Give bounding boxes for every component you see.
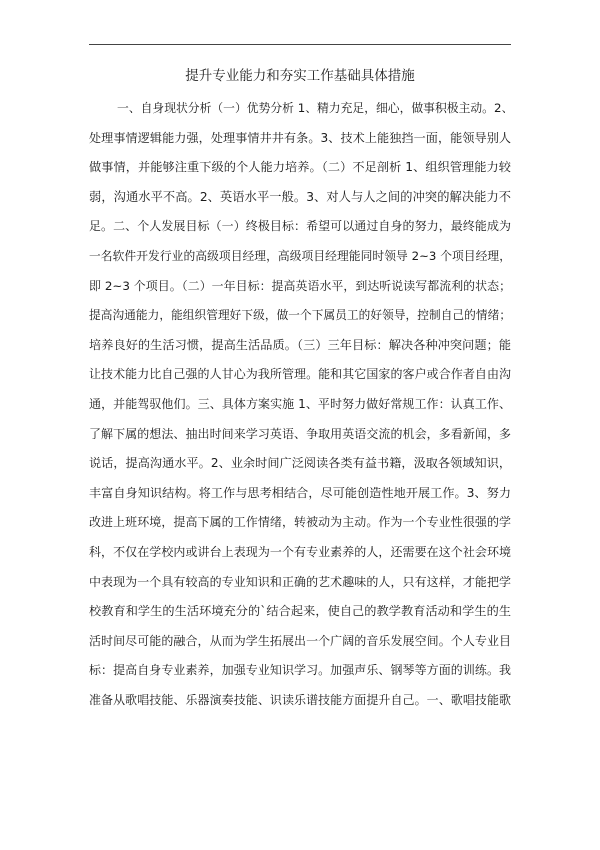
header-rule (89, 44, 511, 45)
document-body (89, 98, 514, 719)
body-line: 活时间尽可能的融合，从而为学生拓展出一个广阔的音乐发展空间。个人专业目 (89, 633, 511, 648)
body-line: 一名软件开发行业的高级项目经理，高级项目经理能同时领导 2~3 个项目经理， (89, 248, 511, 263)
body-line: 提高沟通能力，能组织管理好下级，做一个下属员工的好领导，控制自己的情绪； (89, 308, 511, 323)
body-line: 一、自身现状分析（一）优势分析 1、精力充足，细心，做事积极主动。2、 (117, 101, 514, 115)
body-line: 足。二、个人发展目标（一）终极目标：希望可以通过自身的努力，最终能成为 (89, 219, 511, 234)
body-line: 改进上班环境，提高下属的工作情绪，转被动为主动。作为一个专业性很强的学 (89, 515, 511, 530)
body-line: 说话，提高沟通水平。2、业余时间广泛阅读各类有益书籍，汲取各领域知识， (89, 456, 511, 471)
body-line: 培养良好的生活习惯，提高生活品质。（三）三年目标：解决各种冲突问题；能 (89, 337, 511, 352)
body-line: 处理事情逻辑能力强，处理事情井井有条。3、技术上能独挡一面，能领导别人 (89, 130, 511, 145)
body-line: 让技术能力比自己强的人甘心为我所管理。能和其它国家的客户或合作者自由沟 (89, 367, 511, 382)
body-line: 通，并能驾驭他们。三、具体方案实施 1、平时努力做好常规工作：认真工作、 (89, 396, 511, 411)
body-line: 即 2~3 个项目。（二）一年目标：提高英语水平，到达听说读写都流利的状态； (89, 278, 511, 293)
body-line: 做事情，并能够注重下级的个人能力培养。（二）不足剖析 1、组织管理能力较 (89, 160, 511, 175)
document-title: 提升专业能力和夯实工作基础具体措施 (185, 68, 415, 84)
body-line: 校教育和学生的生活环境充分的`结合起来，使自己的教学教育活动和学生的生 (89, 604, 511, 619)
body-line: 弱，沟通水平不高。2、英语水平一般。3、对人与人之间的冲突的解决能力不 (89, 189, 511, 204)
body-line: 准备从歌唱技能、乐器演奏技能、识读乐谱技能方面提升自己。一、歌唱技能歌 (89, 692, 511, 707)
body-line: 中表现为一个具有较高的专业知识和正确的艺术趣味的人，只有这样，才能把学 (89, 574, 511, 589)
body-line: 了解下属的想法、抽出时间来学习英语、争取用英语交流的机会，多看新闻，多 (89, 426, 511, 441)
body-line: 标：提高自身专业素养，加强专业知识学习。加强声乐、钢琴等方面的训练。我 (89, 663, 511, 678)
body-line: 科，不仅在学校内或讲台上表现为一个有专业素养的人，还需要在这个社会环境 (89, 544, 511, 559)
body-line: 丰富自身知识结构。将工作与思考相结合，尽可能创造性地开展工作。3、努力 (89, 485, 511, 500)
